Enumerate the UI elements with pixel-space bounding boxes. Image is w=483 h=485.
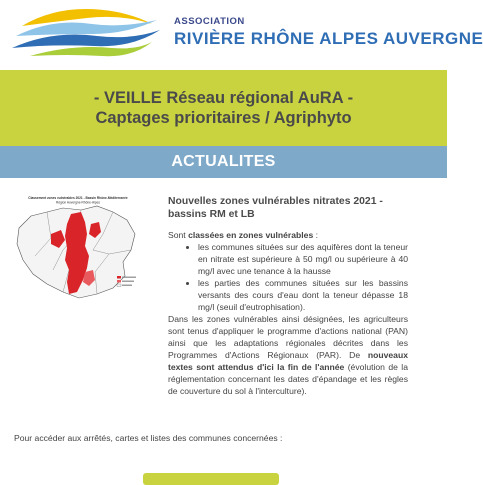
list-item: • les communes situées sur des aquifères dont la teneur en nitrate est supérieure à 50 mg/l ou supérieure à 40 mg/l avec une tenance à la hausse [198,241,408,277]
banner-title-line1: - VEILLE Réseau régional AuRA - [93,89,354,107]
map-legend-swatch-1 [117,276,121,279]
access-documents-text: Pour accéder aux arrêtés, cartes et listes des communes concernées : [14,433,283,443]
newsletter-banner [0,70,447,146]
association-label: ASSOCIATION [174,16,245,27]
map-legend-swatch-3 [117,284,121,287]
map-legend-swatch-2 [117,280,121,283]
intro-suffix: : [313,230,319,240]
section-header [0,146,447,178]
map-legend-line-2 [122,281,134,282]
article-title[interactable]: Nouvelles zones vulnérables nitrates 2021 - bassins RM et LB [168,196,383,220]
article-paragraph [168,313,408,397]
paragraph-part2: (évolution de la réglementation concernant les dates d'épandage et les règles de couverture du sol à l'interculture). [168,362,408,396]
article [168,196,408,397]
article-intro [168,229,408,241]
header [0,0,483,70]
paragraph-bold: nouveaux textes sont attendus d'ici la fin de l'année [168,350,408,372]
map-legend-line-3 [122,285,132,286]
paragraph-part1: Dans les zones vulnérables ainsi désignées, les agriculteurs sont tenus d'appliquer le programme d'actions national (PAN) ainsi que les adaptations régionales décrites dans les Programmes d'Actions Régionaux (PAR). De [168,314,408,360]
map-legend-line-1 [122,277,136,278]
access-documents-button[interactable] [143,473,279,485]
association-name: RIVIÈRE RHÔNE ALPES AUVERGNE [174,29,483,48]
section-title: ACTUALITES [171,153,276,170]
intro-prefix: Sont [168,230,189,240]
banner-title-line2: Captages prioritaires / Agriphyto [95,109,352,127]
criteria-list [168,241,408,313]
list-item: • les parties des communes situées sur les bassins versants des cours d'eau dont la teneur dépasse 18 mg/l (seuil d'eutrophisation). [198,277,408,313]
intro-bold: classées en zones vulnérables [188,230,314,240]
association-logo[interactable] [12,4,162,66]
vulnerable-zones-map[interactable] [13,194,143,302]
map-title-line1: Classement zones vulnérables 2021 - Bassin Rhône-Méditerranée [28,196,128,200]
map-title-line2: Région Auvergne-Rhône-Alpes [56,200,100,205]
